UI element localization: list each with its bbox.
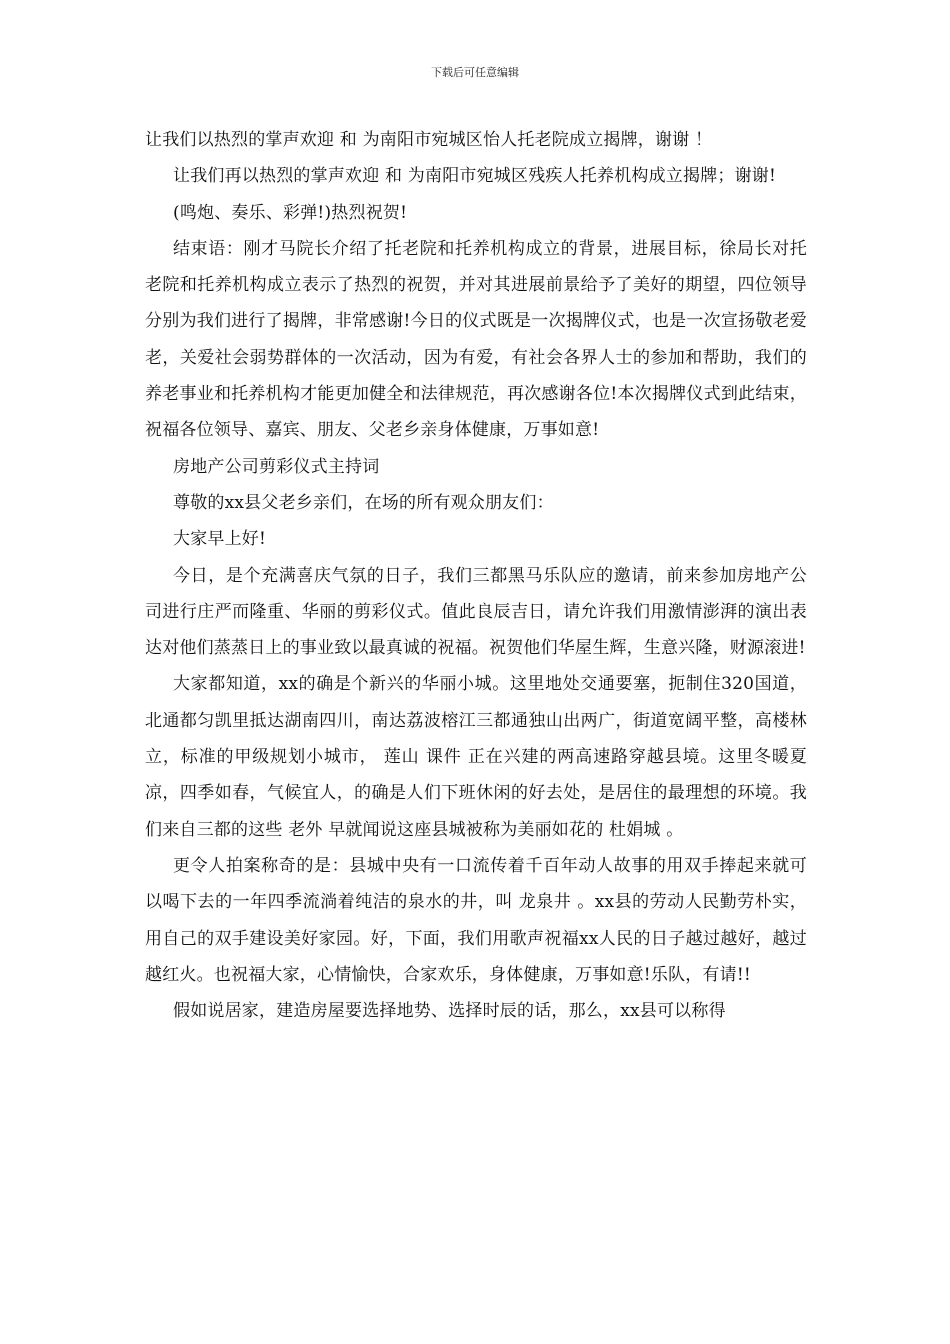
salutation: 尊敬的xx县父老乡亲们，在场的所有观众朋友们： [173, 492, 554, 513]
paragraph: 结束语：刚才马院长介绍了托老院和托养机构成立的背景，进展目标，徐局长对托老院和托养机构成立表示了热烈的祝贺，并对其进展前景给予了美好的期望，四位领导分别为我们进行了揭牌，非常感谢!今日的仪式既是一次揭牌仪式，也是一次宣扬敬老爱老，关爱社会弱势群体的一次活动，因为有爱，有社会各界人士的参加和帮助，我们的养老事业和托养机构才能更加健全和法律规范，再次感谢各位!本次揭牌仪式到此结束，祝福各位领导、嘉宾、朋友、父老乡亲身体健康，万事如意! [145, 238, 807, 441]
document-body [145, 122, 807, 1029]
greeting: 大家早上好! [173, 529, 267, 550]
paragraph: (鸣炮、奏乐、彩弹!)热烈祝贺! [173, 202, 408, 223]
section-title: 房地产公司剪彩仪式主持词 [173, 456, 380, 477]
paragraph: 让我们再以热烈的掌声欢迎 和 为南阳市宛城区残疾人托养机构成立揭牌；谢谢! [173, 166, 777, 187]
paragraph: 大家都知道，xx的确是个新兴的华丽小城。这里地处交通要塞，扼制住320国道，北通都匀凯里抵达湖南四川，南达荔波榕江三都通独山出两广，街道宽阔平整，高楼林立，标准的甲级规划小城市， 莲山 课件 正在兴建的两高速路穿越县境。这里冬暖夏凉，四季如春，气候宜人，的确是人们下班休闲的好去处，是居住的最理想的环境。我们来自三都的这些 老外 早就闻说这座县城被称为美丽如花的 杜娟城 。 [145, 674, 807, 840]
paragraph: 假如说居家，建造房屋要选择地势、选择时辰的话，那么，xx县可以称得 [173, 1001, 726, 1022]
page-header-note: 下载后可任意编辑 [431, 66, 519, 79]
paragraph: 让我们以热烈的掌声欢迎 和 为南阳市宛城区怡人托老院成立揭牌，谢谢 ！ [145, 130, 713, 150]
paragraph: 今日，是个充满喜庆气氛的日子，我们三都黑马乐队应的邀请，前来参加房地产公司进行庄严而隆重、华丽的剪彩仪式。值此良辰吉日，请允许我们用激情澎湃的演出表达对他们蒸蒸日上的事业致以最真诚的祝福。祝贺他们华屋生辉，生意兴隆，财源滚进! [145, 565, 807, 659]
paragraph: 更令人拍案称奇的是：县城中央有一口流传着千百年动人故事的用双手捧起来就可以喝下去的一年四季流淌着纯洁的泉水的井，叫 龙泉井 。xx县的劳动人民勤劳朴实，用自己的双手建设美好家园。好，下面，我们用歌声祝福xx人民的日子越过越好，越过越红火。也祝福大家，心情愉快，合家欢乐，身体健康，万事如意!乐队，有请!! [145, 855, 807, 985]
